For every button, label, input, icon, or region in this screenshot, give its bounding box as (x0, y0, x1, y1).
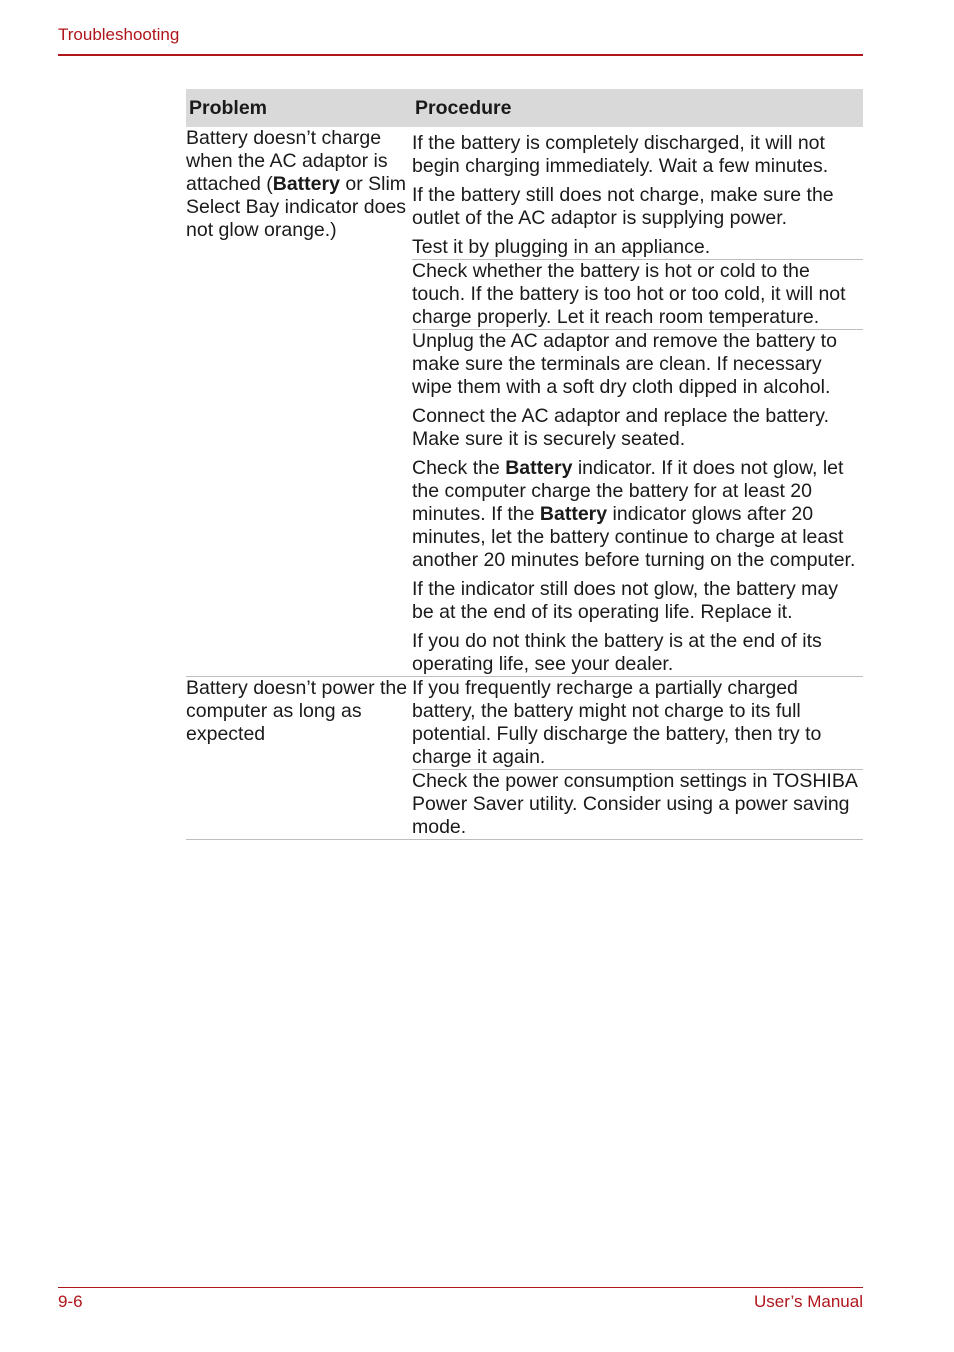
problem-text: Battery doesn’t power the computer as long as expected (186, 677, 408, 745)
column-header-problem: Problem (186, 89, 412, 127)
troubleshooting-table (186, 89, 863, 840)
bold-battery: Battery (505, 457, 573, 479)
procedure-text: If the battery still does not charge, make sure the outlet of the AC adaptor is supplying power. (412, 184, 834, 229)
procedure-cell (412, 770, 863, 840)
text-run: Check the (412, 457, 506, 479)
procedure-text: If the indicator still does not glow, the battery may be at the end of its operating life. Replace it. (412, 578, 838, 623)
table-header-row (186, 89, 863, 127)
procedure-text: If you frequently recharge a partially charged battery, the battery might not charge to its full potential. Fully discharge the battery, then try to charge it again. (412, 677, 822, 768)
header-rule (58, 54, 863, 56)
procedure-cell (412, 127, 863, 260)
procedure-text: Unplug the AC adaptor and remove the battery to make sure the terminals are clean. If necessary wipe them with a soft dry cloth dipped in alcohol. (412, 330, 837, 398)
footer-rule (58, 1287, 863, 1288)
bold-battery: Battery (539, 503, 608, 525)
running-header-section: Troubleshooting (58, 25, 180, 44)
table-row (186, 127, 863, 260)
procedure-text (412, 457, 863, 572)
procedure-cell (412, 330, 863, 677)
column-header-procedure: Procedure (412, 89, 863, 127)
problem-cell (186, 127, 412, 677)
procedure-text: Check whether the battery is hot or cold to the touch. If the battery is too hot or too cold, it will not charge properly. Let it reach room temperature. (412, 260, 846, 328)
problem-bold-battery: Battery (272, 173, 340, 195)
problem-cell (186, 677, 412, 840)
procedure-text: Check the power consumption settings in TOSHIBA Power Saver utility. Consider using a power saving mode. (412, 770, 857, 838)
problem-text-cont: or Slim Select Bay indicator does not glow orange.) (186, 173, 407, 241)
table-row (186, 677, 863, 770)
procedure-text: If the battery is completely discharged, it will not begin charging immediately. Wait a few minutes. (412, 132, 829, 177)
procedure-cell (412, 677, 863, 770)
problem-text: Battery doesn’t charge when the AC adaptor is attached ( (186, 127, 388, 195)
text-run: indicator. If it does not glow, let the computer charge the battery for at least 20 minutes. If the (412, 457, 844, 525)
manual-title: User’s Manual (754, 1292, 863, 1311)
procedure-text: Connect the AC adaptor and replace the battery. Make sure it is securely seated. (412, 405, 829, 450)
text-run: indicator glows after 20 minutes, let the battery continue to charge at least another 20 minutes before turning on the computer. (412, 503, 856, 571)
page-number: 9-6 (58, 1292, 83, 1311)
procedure-cell (412, 260, 863, 330)
procedure-text: Test it by plugging in an appliance. (412, 236, 711, 258)
procedure-text: If you do not think the battery is at the end of its operating life, see your dealer. (412, 630, 822, 675)
